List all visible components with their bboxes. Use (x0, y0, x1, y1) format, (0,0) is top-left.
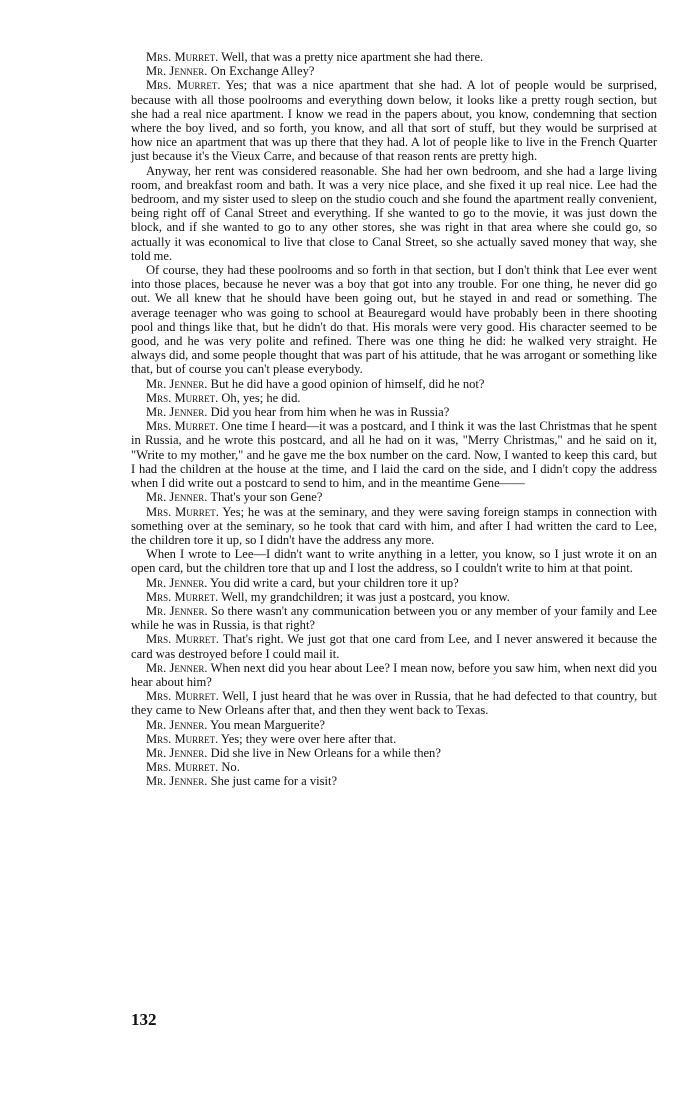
testimony-paragraph (131, 405, 657, 419)
speaker-label: Mrs. Murret. (146, 419, 219, 434)
testimony-paragraph (131, 391, 657, 405)
testimony-paragraph (131, 64, 657, 78)
testimony-page (131, 50, 657, 789)
testimony-paragraph (131, 746, 657, 760)
paragraph-text: Of course, they had these poolrooms and so forth in that section, but I don't think that Lee ever went into those places, because he never was a boy that got into any trouble. For one thing, he never did go out. We all knew that he should have been going out, but he stayed in and read or something. The average teenager who was going to school at Beauregard would have probably been in there shooting pool and things like that, but he didn't do that. His morals were very good. His character seemed to be good, and he was very polite and refined. There was one thing he did: he walked very straight. He always did, and some people thought that was part of his attitude, that he was arrogant or something like that, but of course you can't please everybody. (131, 263, 657, 377)
paragraph-text: On Exchange Alley? (210, 64, 315, 79)
testimony-paragraph (131, 505, 657, 548)
paragraph-text: She just came for a visit? (210, 774, 338, 789)
testimony-paragraph (131, 590, 657, 604)
speaker-label: Mrs. Murret. (146, 632, 220, 647)
testimony-paragraph (131, 377, 657, 391)
paragraph-text: Yes; that was a nice apartment that she had. A lot of people would be surprised, because with all those poolrooms and everything down below, it looks like a pretty rough section, but she had a real nice apartment. I know we read in the papers about, you know, condemning that section where the boy lived, and so forth, you know, and all that sort of stuff, but they would be surprised at how nice an apartment that was up there that they had. A lot of people like to live in the French Quarter just because it's the Vieux Carre, and because of that reason rents are pretty high. (131, 78, 658, 164)
testimony-paragraph (131, 576, 657, 590)
testimony-paragraph (131, 718, 657, 732)
paragraph-text: You mean Marguerite? (210, 717, 326, 732)
testimony-paragraph (131, 632, 657, 660)
speaker-label: Mr. Jenner. (146, 745, 208, 760)
speaker-label: Mrs. Murret. (146, 50, 219, 64)
paragraph-text: When I wrote to Lee—I didn't want to write anything in a letter, you know, so I just wrote it on an open card, but the children tore that up and I lost the address, so I couldn't write to him at that point. (131, 547, 657, 576)
testimony-paragraph (131, 689, 657, 717)
speaker-label: Mr. Jenner. (146, 575, 208, 590)
speaker-label: Mrs. Murret. (146, 390, 219, 405)
paragraph-text: Did you hear from him when he was in Russia? (210, 405, 450, 420)
speaker-label: Mrs. Murret. (146, 731, 219, 746)
testimony-paragraph (131, 50, 657, 64)
paragraph-text: Well, that was a pretty nice apartment she had there. (221, 50, 484, 64)
paragraph-text: Anyway, her rent was considered reasonable. She had her own bedroom, and she had a large living room, and breakfast room and bath. It was a very nice place, and she fixed it up real nice. Lee had the bedroom, and my sister used to sleep on the studio couch and she found the apartment really convenient, being right off of Canal Street and everything. If she wanted to go to the movie, it was just down the block, and if she wanted to go to any other stores, she was right in that area where she could go, so actually it was economical to live that close to Canal Street, so she actually saved money that way, she told me. (131, 163, 657, 263)
paragraph-text: Yes; he was at the seminary, and they were saving foreign stamps in connection with something over at the seminary, so he took that card with him, and after I had written the card to Lee, the children tore it up, so I didn't have the address any more. (131, 504, 658, 547)
testimony-paragraph (131, 774, 657, 788)
speaker-label: Mrs. Murret. (146, 78, 221, 93)
testimony-paragraph (131, 760, 657, 774)
testimony-paragraph (131, 547, 657, 575)
page-number: 132 (131, 1010, 157, 1029)
testimony-paragraph (131, 604, 657, 632)
paragraph-text: One time I heard—it was a postcard, and I think it was the last Christmas that he spent in Russia, and he wrote this postcard, and all he had on it was, "Merry Christmas," and he said on it, "Write to my mother," and he gave me the box number on the card. Now, I wanted to keep this card, but I had the children at the house at the time, and I laid the card on the side, and I didn't copy the address when I did write out a postcard to send to him, and in the meantime Gene—— (131, 419, 657, 491)
testimony-paragraph (131, 164, 657, 263)
paragraph-text: Yes; they were over here after that. (220, 731, 397, 746)
paragraph-text: Oh, yes; he did. (221, 390, 301, 405)
testimony-paragraph (131, 419, 657, 490)
paragraph-text: That's your son Gene? (210, 490, 323, 505)
testimony-paragraph (131, 78, 657, 163)
paragraph-text: So there wasn't any communication between you or any member of your family and Lee while he was in Russia, is that right? (131, 603, 657, 633)
paragraph-text: Well, I just heard that he was over in Russia, that he had defected to that country, but they came to New Orleans after that, and then they went back to Texas. (131, 689, 657, 718)
testimony-paragraph (131, 263, 657, 377)
paragraph-text: But he did have a good opinion of himself, did he not? (210, 376, 485, 391)
speaker-label: Mrs. Murret. (146, 760, 219, 775)
speaker-label: Mr. Jenner. (146, 660, 208, 675)
speaker-label: Mr. Jenner. (146, 490, 208, 505)
speaker-label: Mrs. Murret. (146, 504, 219, 519)
speaker-label: Mr. Jenner. (146, 774, 208, 789)
paragraph-text: When next did you hear about Lee? I mean now, before you saw him, when next did you hear about him? (131, 660, 657, 689)
speaker-label: Mr. Jenner. (146, 603, 208, 618)
testimony-paragraph (131, 490, 657, 504)
speaker-label: Mr. Jenner. (146, 64, 208, 79)
speaker-label: Mr. Jenner. (146, 717, 208, 732)
paragraph-text: Did she live in New Orleans for a while then? (210, 745, 441, 760)
paragraph-text: Well, my grandchildren; it was just a postcard, you know. (221, 589, 510, 604)
speaker-label: Mr. Jenner. (146, 405, 208, 420)
testimony-paragraph (131, 732, 657, 746)
paragraph-text: No. (221, 760, 240, 775)
paragraph-text: You did write a card, but your children tore it up? (210, 575, 459, 590)
paragraph-text: That's right. We just got that one card from Lee, and I never answered it because the card was destroyed before I could mail it. (131, 632, 657, 661)
speaker-label: Mrs. Murret. (146, 689, 219, 704)
speaker-label: Mr. Jenner. (146, 376, 208, 391)
speaker-label: Mrs. Murret. (146, 589, 219, 604)
testimony-paragraph (131, 661, 657, 689)
